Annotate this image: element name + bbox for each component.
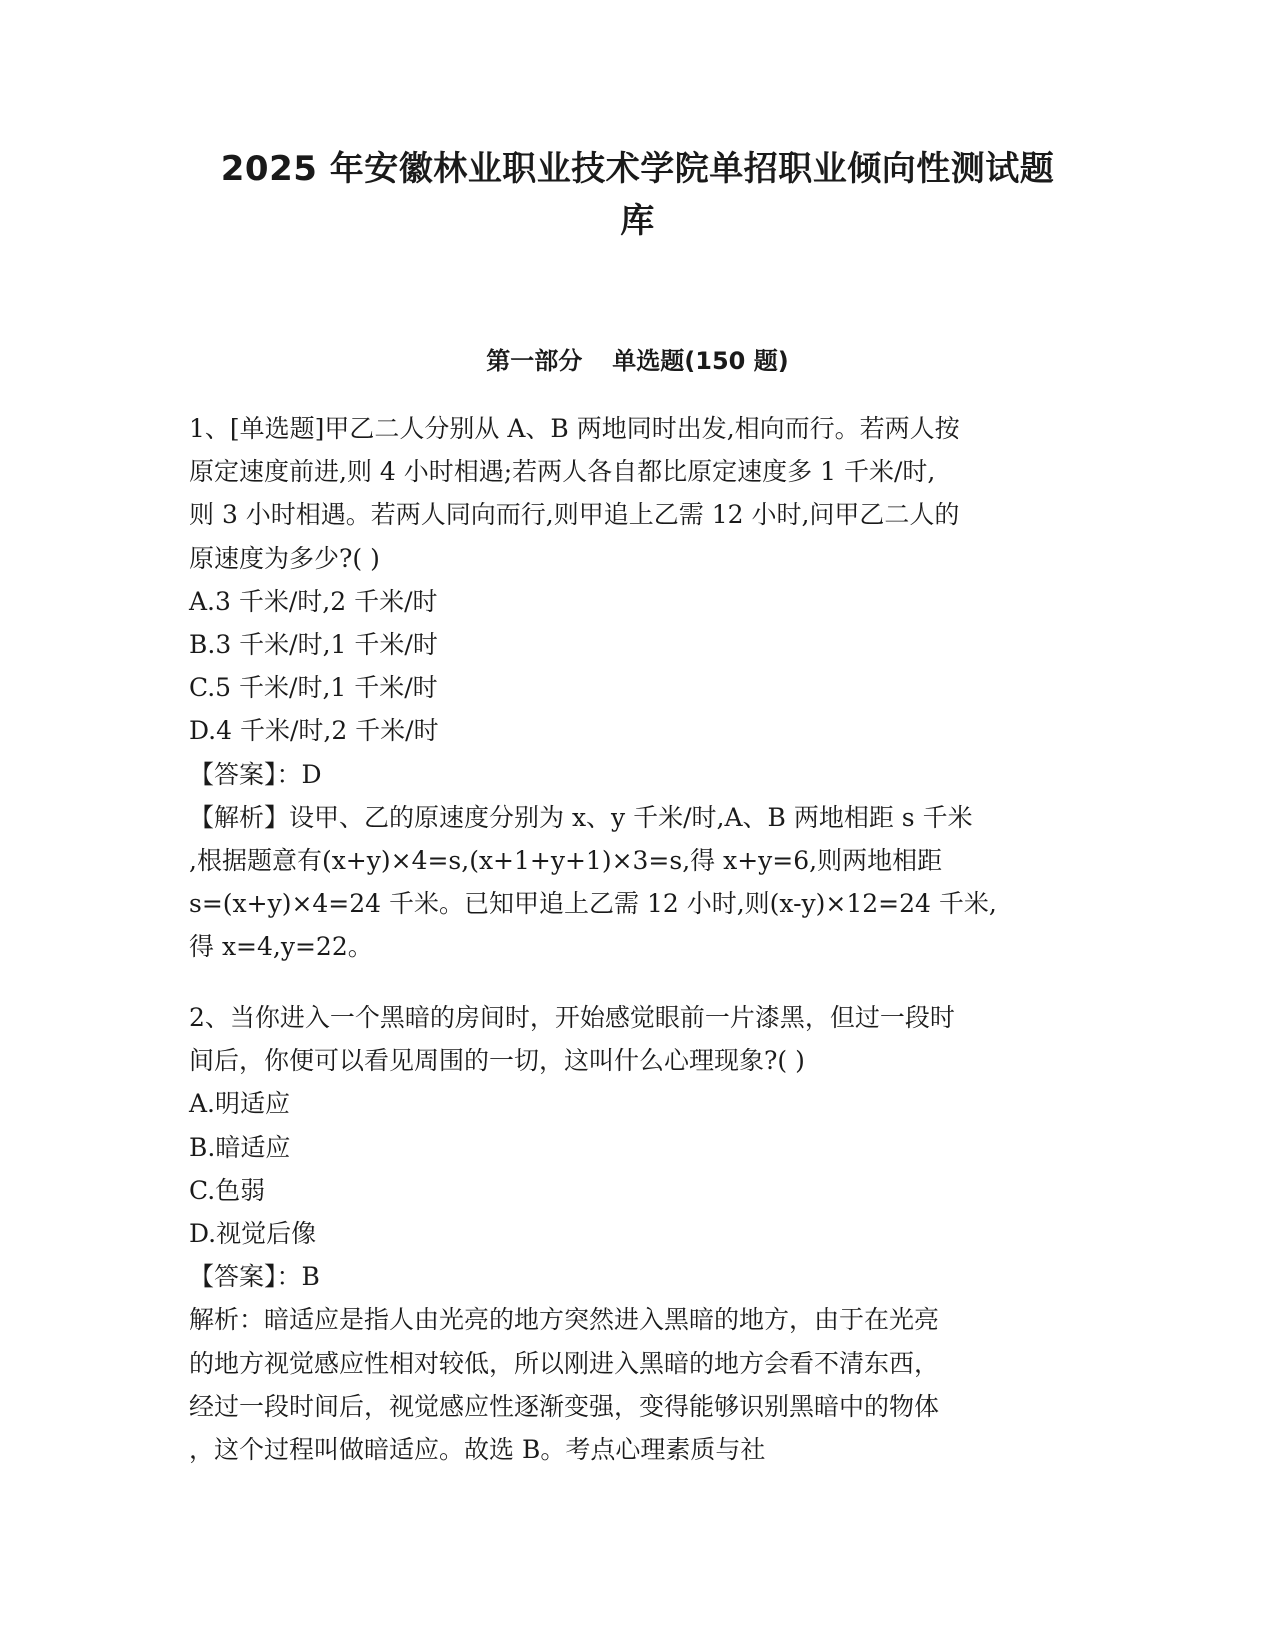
option-d: D.视觉后像 xyxy=(189,1219,317,1249)
document-title xyxy=(150,143,1125,247)
question-stem-line: 则 3 小时相遇。若两人同向而行,则甲追上乙需 12 小时,问甲乙二人的 xyxy=(189,500,960,530)
explanation-line: 的地方视觉感应性相对较低，所以刚进入黑暗的地方会看不清东西， xyxy=(189,1348,940,1378)
answer-label: 【答案】： xyxy=(189,1262,302,1292)
option-a: A.3 千米/时,2 千米/时 xyxy=(189,586,438,616)
question-2-explanation xyxy=(189,1298,1079,1471)
option-b: B.暗适应 xyxy=(189,1132,291,1162)
answer-line xyxy=(189,753,1079,796)
question-2-stem xyxy=(189,996,1079,1082)
answer-value: D xyxy=(301,759,322,789)
option-d: D.4 千米/时,2 千米/时 xyxy=(189,716,439,746)
question-2 xyxy=(189,996,1079,1471)
option-b: B.3 千米/时,1 千米/时 xyxy=(189,630,438,660)
explanation-line: s=(x+y)×4=24 千米。已知甲追上乙需 12 小时,则(x-y)×12=24 千米, xyxy=(189,889,997,919)
question-stem-line: 原速度为多少?( ) xyxy=(189,543,380,573)
explanation-line: 得 x=4,y=22。 xyxy=(189,932,373,962)
answer-label: 【答案】： xyxy=(189,759,302,789)
answer-line xyxy=(189,1255,1079,1298)
section-label: 第一部分 xyxy=(486,347,583,375)
question-stem-line: 2、当你进入一个黑暗的房间时，开始感觉眼前一片漆黑，但过一段时 xyxy=(189,1003,955,1032)
explanation-line: 解析：暗适应是指人由光亮的地方突然进入黑暗的地方，由于在光亮 xyxy=(189,1305,940,1335)
document-title-line-2: 库 xyxy=(620,201,655,241)
question-1 xyxy=(189,407,1079,969)
question-1-explanation xyxy=(189,796,1079,969)
option-c: C.5 千米/时,1 千米/时 xyxy=(189,673,438,703)
question-stem-line: 1、[单选题]甲乙二人分别从 A、B 两地同时出发,相向而行。若两人按 xyxy=(189,414,960,443)
explanation-line: 经过一段时间后，视觉感应性逐渐变强，变得能够识别黑暗中的物体 xyxy=(189,1391,940,1421)
section-title: 单选题(150 题) xyxy=(612,347,789,375)
answer-value: B xyxy=(301,1262,320,1292)
question-stem-line: 间后，你便可以看见周围的一切，这叫什么心理现象?( ) xyxy=(189,1046,805,1076)
question-stem-line: 原定速度前进,则 4 小时相遇;若两人各自都比原定速度多 1 千米/时, xyxy=(189,457,936,487)
document-title-line-1: 2025 年安徽林业职业技术学院单招职业倾向性测试题 xyxy=(220,149,1055,189)
explanation-line: ,根据题意有(x+y)×4=s,(x+1+y+1)×3=s,得 x+y=6,则两地相距 xyxy=(189,846,943,876)
option-c: C.色弱 xyxy=(189,1175,266,1205)
option-a: A.明适应 xyxy=(189,1089,291,1119)
question-1-stem xyxy=(189,407,1079,580)
explanation-line: ，这个过程叫做暗适应。故选 B。考点心理素质与社 xyxy=(189,1435,766,1465)
explanation-line: 【解析】设甲、乙的原速度分别为 x、y 千米/时,A、B 两地相距 s 千米 xyxy=(189,802,973,832)
section-heading xyxy=(150,344,1125,378)
